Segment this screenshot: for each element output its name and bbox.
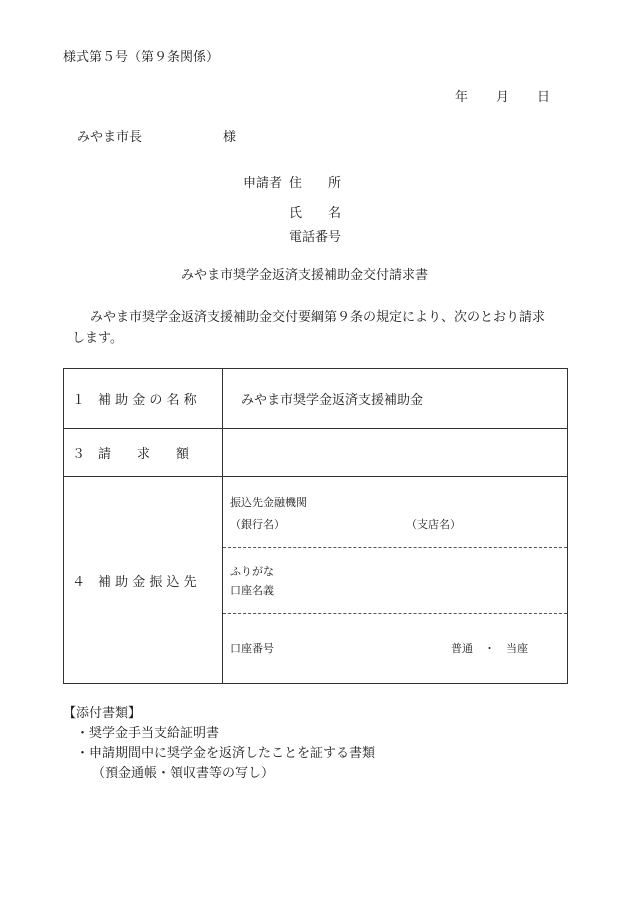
- table-row: [64, 429, 568, 477]
- subsidy-name-value: みやま市奨学金返済支援補助金: [223, 369, 568, 429]
- attachment-note: （預金通帳・領収書等の写し）: [92, 766, 275, 781]
- table-row: [64, 477, 568, 684]
- addressee-honorific: 様: [223, 130, 237, 145]
- body-text-line2: します。: [72, 331, 123, 346]
- bank-label: 振込先金融機関: [230, 496, 307, 509]
- request-amount-value[interactable]: [223, 429, 568, 477]
- applicant-address-label: 住 所: [289, 176, 342, 191]
- date-year-label: 年: [455, 90, 469, 105]
- request-table: [63, 368, 568, 684]
- account-name-label: 口座名義: [230, 584, 274, 597]
- divider: [223, 547, 567, 548]
- divider: [223, 613, 567, 614]
- account-number-label: 口座番号: [230, 642, 274, 655]
- table-row: [64, 369, 568, 429]
- attachment-item: ・奨学金手当支給証明書: [76, 726, 220, 741]
- applicant-name-label: 氏 名: [289, 206, 342, 221]
- furigana-label: ふりがな: [230, 565, 274, 578]
- transfer-destination-label: ４ 補 助 金 振 込 先: [64, 477, 223, 684]
- body-text-line1: みやま市奨学金返済支援補助金交付要綱第９条の規定により、次のとおり請求: [90, 310, 546, 325]
- attachments-heading: 【添付書類】: [63, 706, 142, 721]
- attachment-item: ・申請期間中に奨学金を返済したことを証する書類: [76, 746, 376, 761]
- bank-name-label: （銀行名）: [230, 518, 285, 531]
- subsidy-name-label: １ 補 助 金 の 名 称: [64, 369, 223, 429]
- request-amount-label: ３ 請 求 額: [64, 429, 223, 477]
- form-number: 様式第５号（第９条関係）: [63, 50, 220, 65]
- date-month-label: 月: [496, 90, 510, 105]
- transfer-destination-cell: [223, 477, 568, 684]
- date-day-label: 日: [537, 90, 551, 105]
- account-type-options: 普通 ・ 当座: [451, 642, 528, 655]
- applicant-phone-label: 電話番号: [289, 230, 342, 245]
- branch-name-label: （支店名）: [406, 518, 461, 531]
- addressee-name: みやま市長: [77, 130, 143, 145]
- document-title: みやま市奨学金返済支援補助金交付請求書: [181, 268, 429, 283]
- applicant-label: 申請者: [243, 176, 283, 191]
